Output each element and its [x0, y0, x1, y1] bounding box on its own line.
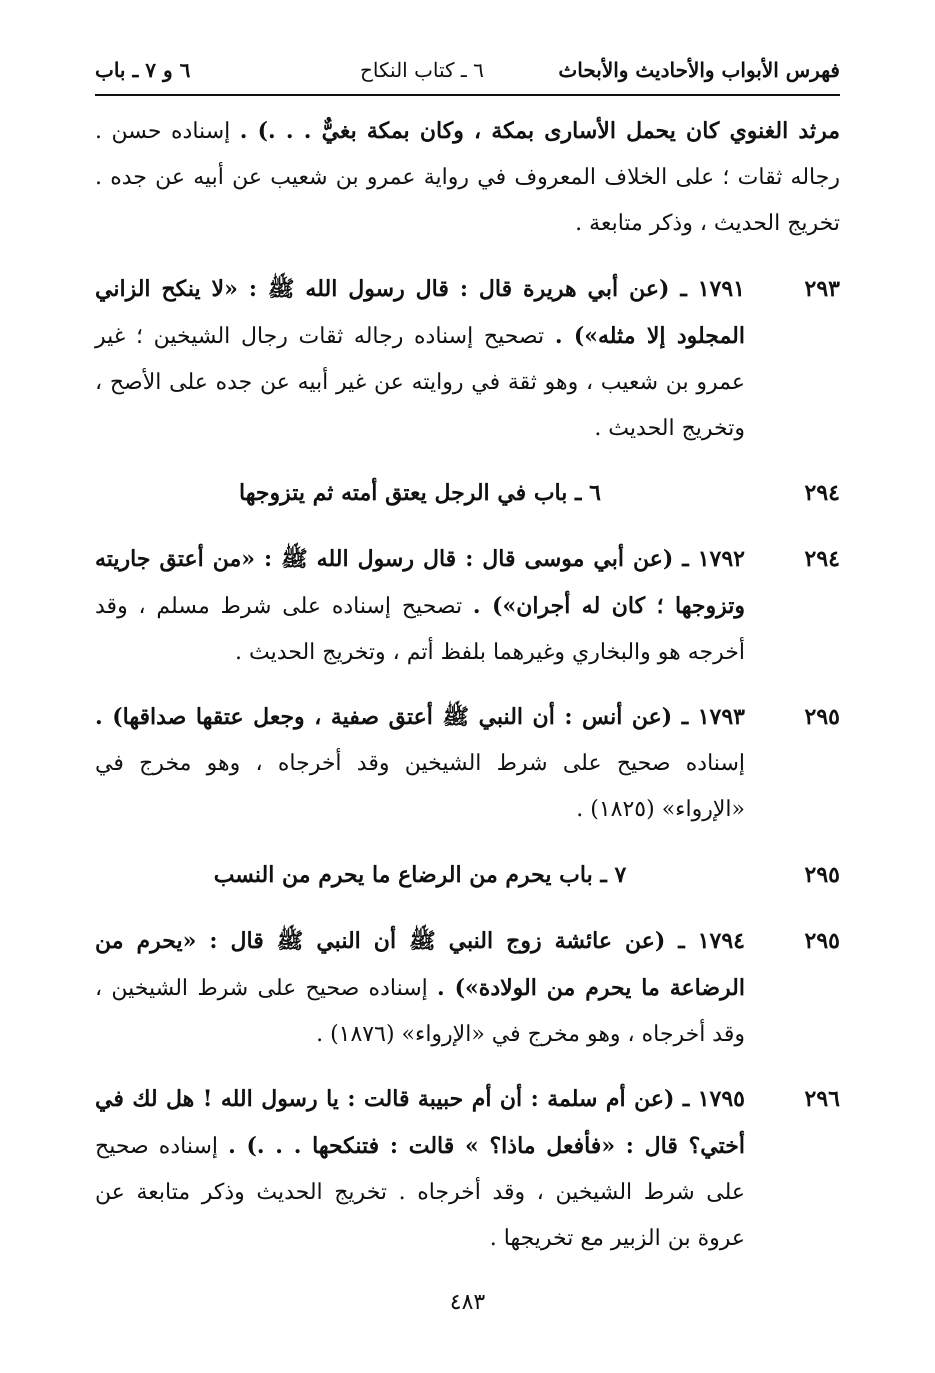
page-reference: ٢٩٥	[804, 704, 840, 730]
index-entry-hadith-1795	[95, 1076, 840, 1260]
page-reference: ٢٩٥	[804, 862, 840, 888]
entry-body	[95, 694, 745, 833]
hadith-text: ١٧٩٣ ـ (عن أنس : أن النبي ﷺ أعتق صفية ، وجعل عتقها صداقها) .	[95, 704, 745, 730]
entry-commentary: تصحيح إسناده على شرط مسلم ، وقد أخرجه هو والبخاري وغيرهما بلفظ أتم ، وتخريج الحديث .	[95, 594, 745, 665]
running-header	[95, 50, 840, 96]
header-chapter-range: ٦ و ٧ ـ باب	[95, 58, 191, 82]
chapter-title: ٦ ـ باب في الرجل يعتق أمته ثم يتزوجها	[239, 480, 601, 506]
entry-body	[95, 536, 745, 676]
index-entries	[95, 108, 840, 1280]
entry-body	[95, 266, 745, 452]
book-page	[95, 50, 840, 1330]
page-number: ٤٨٣	[449, 1290, 486, 1315]
index-entry-hadith-1794	[95, 918, 840, 1056]
page-reference: ٢٩٤	[804, 480, 840, 506]
entry-body	[95, 108, 840, 247]
hadith-text: ١٧٩١ ـ (عن أبي هريرة قال : قال رسول الله ﷺ : «لا ينكح الزاني المجلود إلا مثله») .	[95, 276, 745, 349]
hadith-text: ١٧٩٥ ـ (عن أم سلمة : أن أم حبيبة قالت : يا رسول الله ! هل لك في أختي؟ قال : «فأفعل ماذا؟ » قالت : فتنكحها . . .) .	[95, 1086, 745, 1159]
entry-body	[95, 918, 745, 1058]
index-entry-hadith-1791	[95, 266, 840, 450]
chapter-title: ٧ ـ باب يحرم من الرضاع ما يحرم من النسب	[213, 862, 627, 888]
hadith-text: ١٧٩٤ ـ (عن عائشة زوج النبي ﷺ أن النبي ﷺ قال : «يحرم من الرضاعة ما يحرم من الولادة») .	[95, 928, 746, 1001]
header-section-title: فهرس الأبواب والأحاديث والأبحاث	[558, 58, 840, 82]
hadith-text: مرثد الغنوي كان يحمل الأسارى بمكة ، وكان بمكة بغيٌّ . . .) .	[239, 118, 841, 144]
chapter-heading-7	[95, 852, 840, 898]
entry-commentary: إسناده صحيح على شرط الشيخين ، وقد أخرجاه . تخريج الحديث وذكر متابعة عن عروة بن الزبير مع تخريجها .	[95, 1134, 745, 1251]
page-reference: ٢٩٤	[804, 546, 840, 572]
index-entry-hadith-1793	[95, 694, 840, 832]
hadith-text: ١٧٩٢ ـ (عن أبي موسى قال : قال رسول الله ﷺ : «من أعتق جاريته وتزوجها ؛ كان له أجران») .	[95, 546, 745, 619]
entry-commentary: إسناده حسن . رجاله ثقات ؛ على الخلاف المعروف في رواية عمرو بن شعيب عن أبيه عن جده . تخريج الحديث ، وذكر متابعة .	[95, 119, 840, 236]
chapter-heading-6	[95, 470, 840, 516]
header-book-title: ٦ ـ كتاب النكاح	[360, 58, 484, 82]
page-reference: ٢٩٦	[804, 1086, 840, 1112]
entry-commentary: إسناده صحيح على شرط الشيخين وقد أخرجاه ، وهو مخرج في «الإرواء» (١٨٢٥) .	[95, 751, 745, 822]
page-reference: ٢٩٣	[804, 276, 840, 302]
entry-commentary: إسناده صحيح على شرط الشيخين ، وقد أخرجاه ، وهو مخرج في «الإرواء» (١٨٧٦) .	[95, 976, 745, 1047]
entry-commentary: تصحيح إسناده رجاله ثقات رجال الشيخين ؛ غير عمرو بن شعيب ، وهو ثقة في روايته عن غير أبيه عن جده على الأصح ، وتخريج الحديث .	[95, 324, 745, 441]
index-entry-continuation	[95, 108, 840, 246]
page-reference: ٢٩٥	[804, 928, 840, 954]
index-entry-hadith-1792	[95, 536, 840, 674]
entry-body	[95, 1076, 745, 1262]
